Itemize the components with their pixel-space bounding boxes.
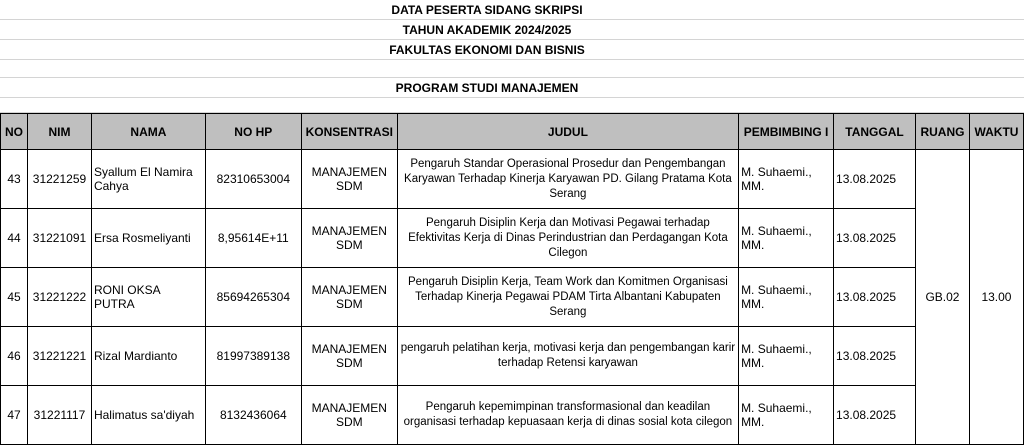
cell-konsentrasi[interactable]: MANAJEMEN SDM (301, 150, 397, 209)
title-row-2 (0, 20, 1024, 40)
cell-judul[interactable]: Pengaruh Standar Operasional Prosedur dan Pengembangan Karyawan Terhadap Kinerja Karyawan PD. Gilang Pratama Kota Serang (397, 150, 738, 209)
cell-tanggal[interactable]: 13.08.2025 (834, 268, 916, 327)
cell-nama[interactable]: Rizal Mardianto (91, 327, 205, 386)
cell-hp[interactable]: 85694265304 (205, 268, 301, 327)
participants-table (0, 113, 1024, 445)
table-row (1, 268, 1024, 327)
header-row (1, 114, 1024, 150)
cell-pembimbing[interactable]: M. Suhaemi., MM. (739, 209, 834, 268)
cell-tanggal[interactable]: 13.08.2025 (834, 386, 916, 445)
header-konsentrasi[interactable]: KONSENTRASI (301, 114, 397, 150)
header-nim[interactable]: NIM (27, 114, 91, 150)
title-line-2: TAHUN AKADEMIK 2024/2025 (402, 23, 572, 37)
header-judul[interactable]: JUDUL (397, 114, 738, 150)
cell-nim[interactable]: 31221222 (27, 268, 91, 327)
table-row (1, 209, 1024, 268)
cell-ruang-merged[interactable]: GB.02 (915, 150, 969, 445)
cell-no[interactable]: 43 (1, 150, 28, 209)
cell-hp[interactable]: 8,95614E+11 (205, 209, 301, 268)
cell-nama[interactable]: RONI OKSA PUTRA (91, 268, 205, 327)
table-row (1, 150, 1024, 209)
title-line-3: FAKULTAS EKONOMI DAN BISNIS (389, 43, 585, 57)
blank-row (0, 98, 1024, 113)
cell-tanggal[interactable]: 13.08.2025 (834, 327, 916, 386)
title-line-1: DATA PESERTA SIDANG SKRIPSI (391, 3, 583, 17)
cell-no[interactable]: 46 (1, 327, 28, 386)
cell-no[interactable]: 44 (1, 209, 28, 268)
cell-waktu-merged[interactable]: 13.00 (969, 150, 1023, 445)
blank-row (0, 60, 1024, 78)
cell-konsentrasi[interactable]: MANAJEMEN SDM (301, 386, 397, 445)
cell-judul[interactable]: Pengaruh Disiplin Kerja dan Motivasi Pegawai terhadap Efektivitas Kerja di Dinas Perindustrian dan Perdagangan Kota Cilegon (397, 209, 738, 268)
cell-nama[interactable]: Ersa Rosmeliyanti (91, 209, 205, 268)
title-line-4: PROGRAM STUDI MANAJEMEN (395, 81, 579, 95)
cell-hp[interactable]: 8132436064 (205, 386, 301, 445)
cell-judul[interactable]: Pengaruh Disiplin Kerja, Team Work dan Komitmen Organisasi Terhadap Kinerja Pegawai PDAM Tirta Albantani Kabupaten Serang (397, 268, 738, 327)
cell-hp[interactable]: 81997389138 (205, 327, 301, 386)
table-row (1, 327, 1024, 386)
header-ruang[interactable]: RUANG (915, 114, 969, 150)
header-nama[interactable]: NAMA (91, 114, 205, 150)
cell-pembimbing[interactable]: M. Suhaemi., MM. (739, 386, 834, 445)
cell-konsentrasi[interactable]: MANAJEMEN SDM (301, 327, 397, 386)
header-tanggal[interactable]: TANGGAL (834, 114, 916, 150)
title-row-4 (0, 78, 1024, 98)
cell-nim[interactable]: 31221221 (27, 327, 91, 386)
cell-konsentrasi[interactable]: MANAJEMEN SDM (301, 268, 397, 327)
cell-tanggal[interactable]: 13.08.2025 (834, 209, 916, 268)
cell-hp[interactable]: 82310653004 (205, 150, 301, 209)
header-hp[interactable]: NO HP (205, 114, 301, 150)
cell-judul[interactable]: Pengaruh kepemimpinan transformasional dan keadilan organisasi terhadap kepuasaan kerja di dinas sosial kota cilegon (397, 386, 738, 445)
cell-nim[interactable]: 31221091 (27, 209, 91, 268)
cell-pembimbing[interactable]: M. Suhaemi., MM. (739, 268, 834, 327)
cell-no[interactable]: 45 (1, 268, 28, 327)
cell-tanggal[interactable]: 13.08.2025 (834, 150, 916, 209)
table-row (1, 386, 1024, 445)
cell-nim[interactable]: 31221259 (27, 150, 91, 209)
cell-no[interactable]: 47 (1, 386, 28, 445)
header-waktu[interactable]: WAKTU (969, 114, 1023, 150)
cell-pembimbing[interactable]: M. Suhaemi., MM. (739, 327, 834, 386)
cell-nama[interactable]: Syallum El Namira Cahya (91, 150, 205, 209)
header-pembimbing[interactable]: PEMBIMBING I (739, 114, 834, 150)
cell-nim[interactable]: 31221117 (27, 386, 91, 445)
title-row-1 (0, 0, 1024, 20)
cell-konsentrasi[interactable]: MANAJEMEN SDM (301, 209, 397, 268)
cell-pembimbing[interactable]: M. Suhaemi., MM. (739, 150, 834, 209)
cell-nama[interactable]: Halimatus sa'diyah (91, 386, 205, 445)
title-row-3 (0, 40, 1024, 60)
header-no[interactable]: NO (1, 114, 28, 150)
title-block (0, 0, 1024, 113)
cell-judul[interactable]: pengaruh pelatihan kerja, motivasi kerja dan pengembangan karir terhadap Retensi karyawan (397, 327, 738, 386)
